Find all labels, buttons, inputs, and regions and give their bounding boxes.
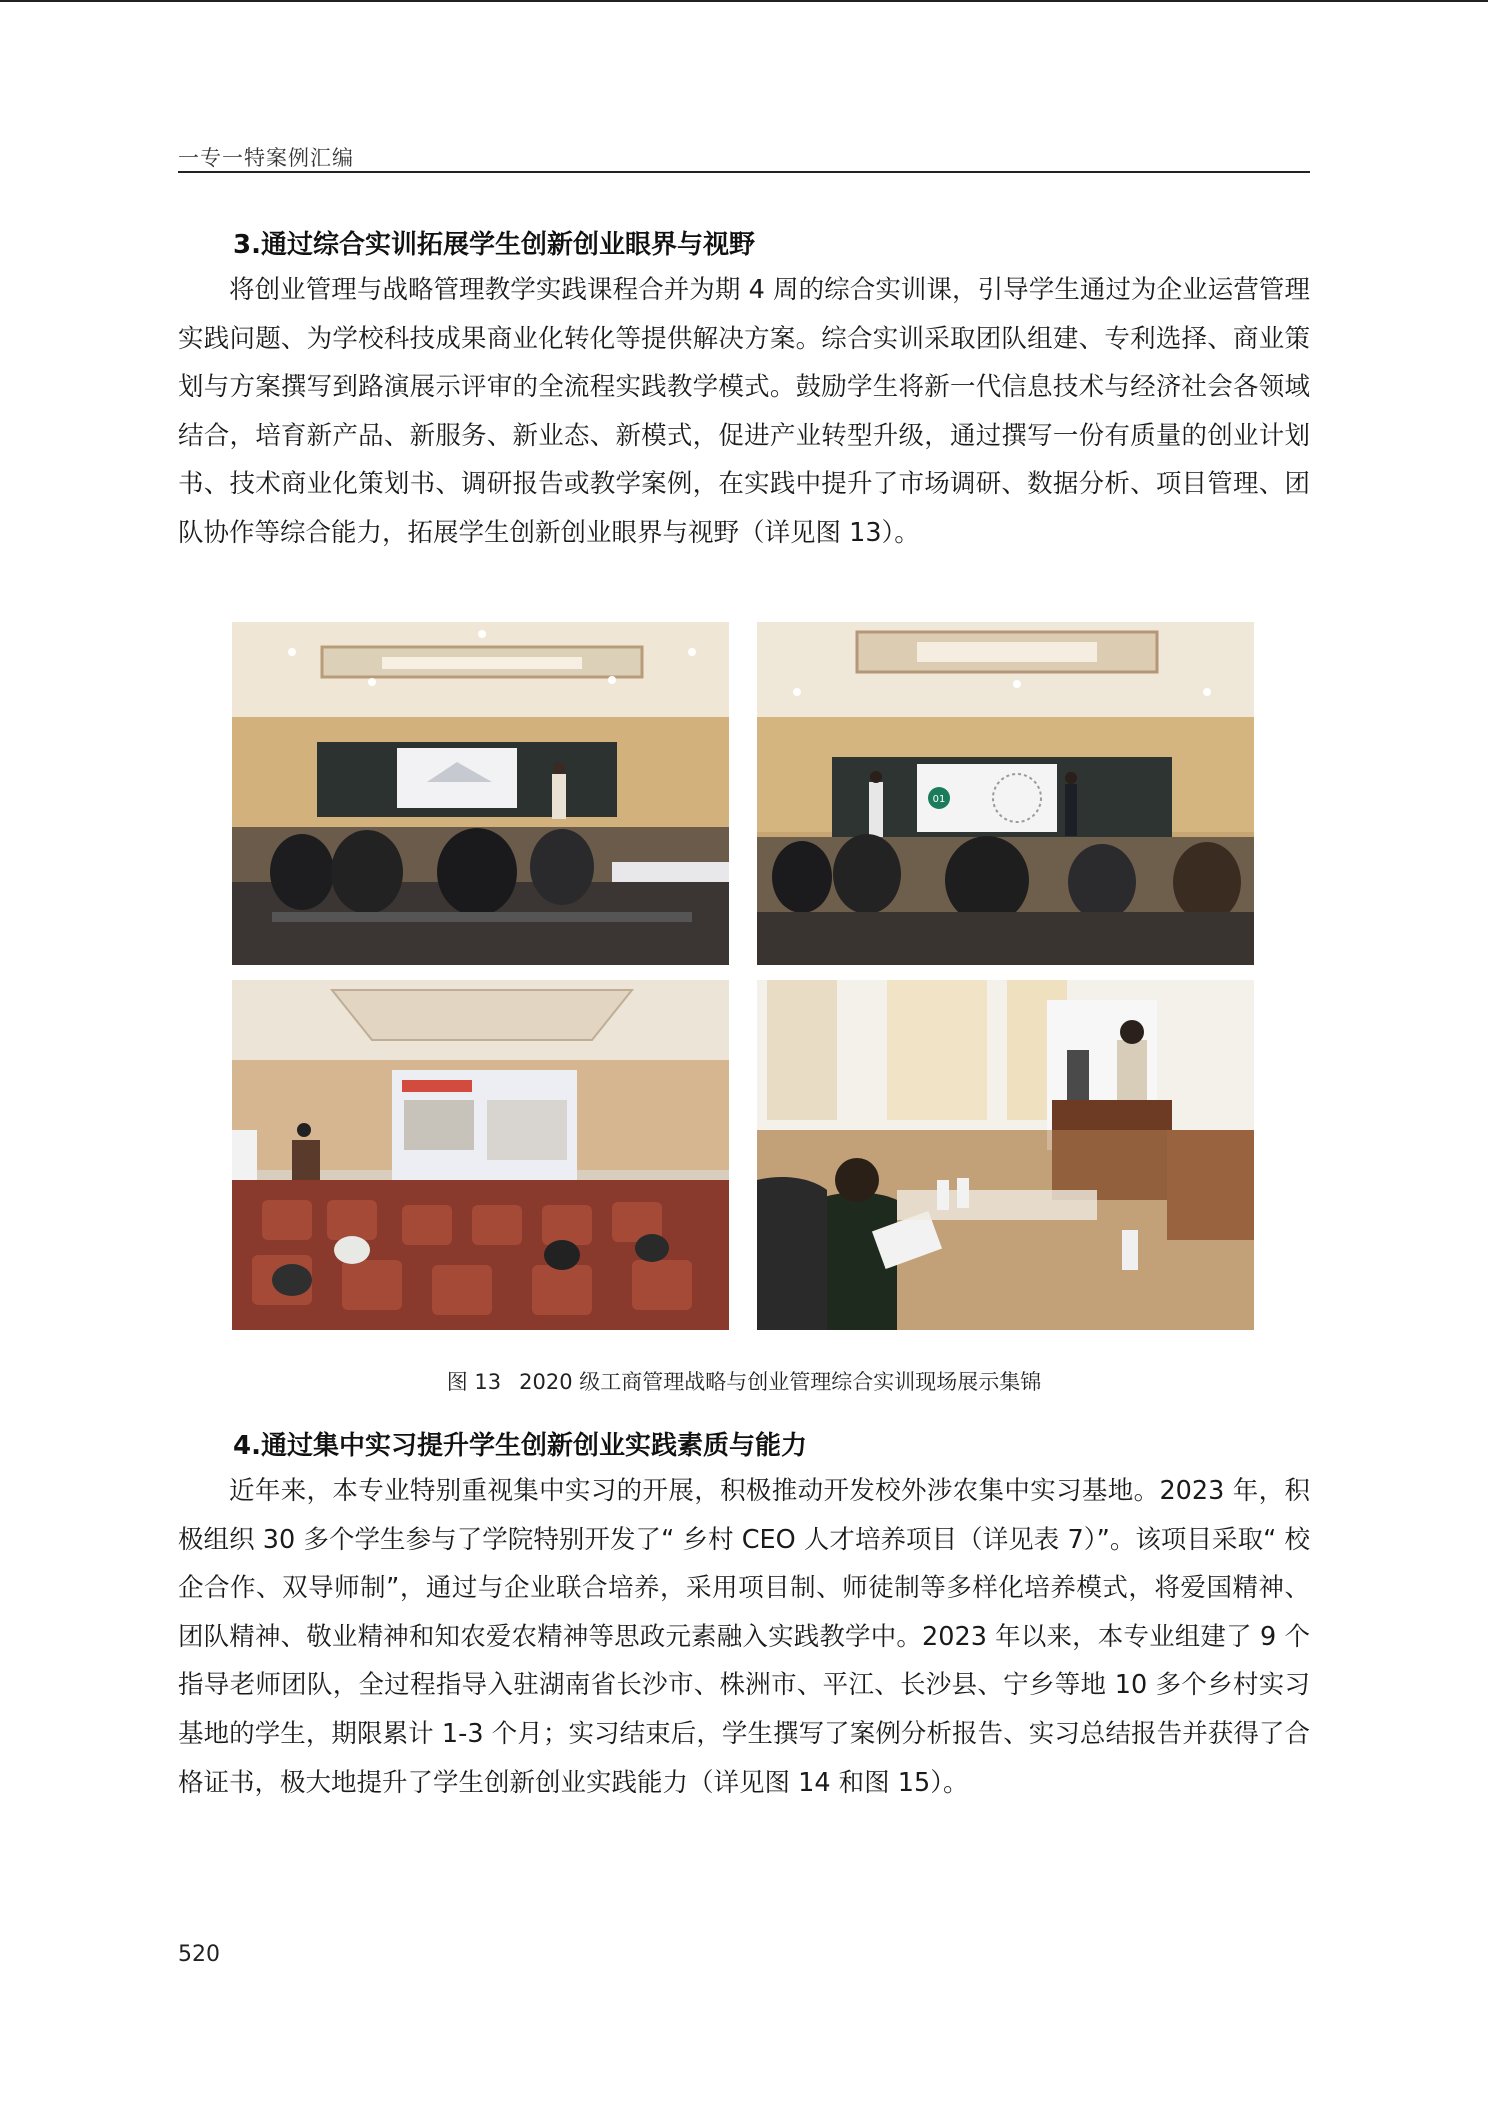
- slide-number-text: 01: [932, 794, 946, 805]
- photo-classroom-presentation-1: [232, 622, 729, 965]
- figure-caption: [178, 1366, 1310, 1396]
- figure-caption-text: 2020 级工商管理战略与创业管理综合实训现场展示集锦: [519, 1370, 1042, 1394]
- section-heading-4: 4.通过集中实习提升学生创新创业实践素质与能力: [233, 1431, 807, 1461]
- section-heading-3: 3.通过综合实训拓展学生创新创业眼界与视野: [233, 230, 755, 260]
- body-paragraph-2: 近年来，本专业特别重视集中实习的开展，积极推动开发校外涉农集中实习基地。2023 年，积极组织 30 多个学生参与了学院特别开发了“ 乡村 CEO 人才培养项目（详见表 7）”。该项目采取“ 校企合作、双导师制”，通过与企业联合培养，采用项目制、师徒制等多样化培养模式，将爱国精神、团队精神、敬业精神和知农爱农精神等思政元素融入实践教学中。2023 年以来，本专业组建了 9 个指导老师团队，全过程指导入驻湖南省长沙市、株洲市、平江、长沙县、宁乡等地 10 多个乡村实习基地的学生，期限累计 1-3 个月；实习结束后，学生撰写了案例分析报告、实习总结报告并获得了合格证书，极大地提升了学生创新创业实践能力（详见图 14 和图 15）。: [178, 1476, 1310, 1798]
- photo-classroom-presentation-2: [757, 622, 1254, 965]
- top-border: [0, 0, 1488, 2]
- photo-lecture-hall: [232, 980, 729, 1330]
- body-paragraph-1: 将创业管理与战略管理教学实践课程合并为期 4 周的综合实训课，引导学生通过为企业运营管理实践问题、为学校科技成果商业化转化等提供解决方案。综合实训采取团队组建、专利选择、商业策划与方案撰写到路演展示评审的全流程实践教学模式。鼓励学生将新一代信息技术与经济社会各领域结合，培育新产品、新服务、新业态、新模式，促进产业转型升级，通过撰写一份有质量的创业计划书、技术商业化策划书、调研报告或教学案例，在实践中提升了市场调研、数据分析、项目管理、团队协作等综合能力，拓展学生创新创业眼界与视野（详见图 13）。: [178, 275, 1310, 548]
- photo-meeting-room: [757, 980, 1254, 1330]
- running-header: 一专一特案例汇编: [178, 146, 354, 170]
- header-rule: [178, 171, 1310, 173]
- figure-label: 图 13: [446, 1370, 502, 1394]
- page-number: 520: [178, 1942, 220, 1967]
